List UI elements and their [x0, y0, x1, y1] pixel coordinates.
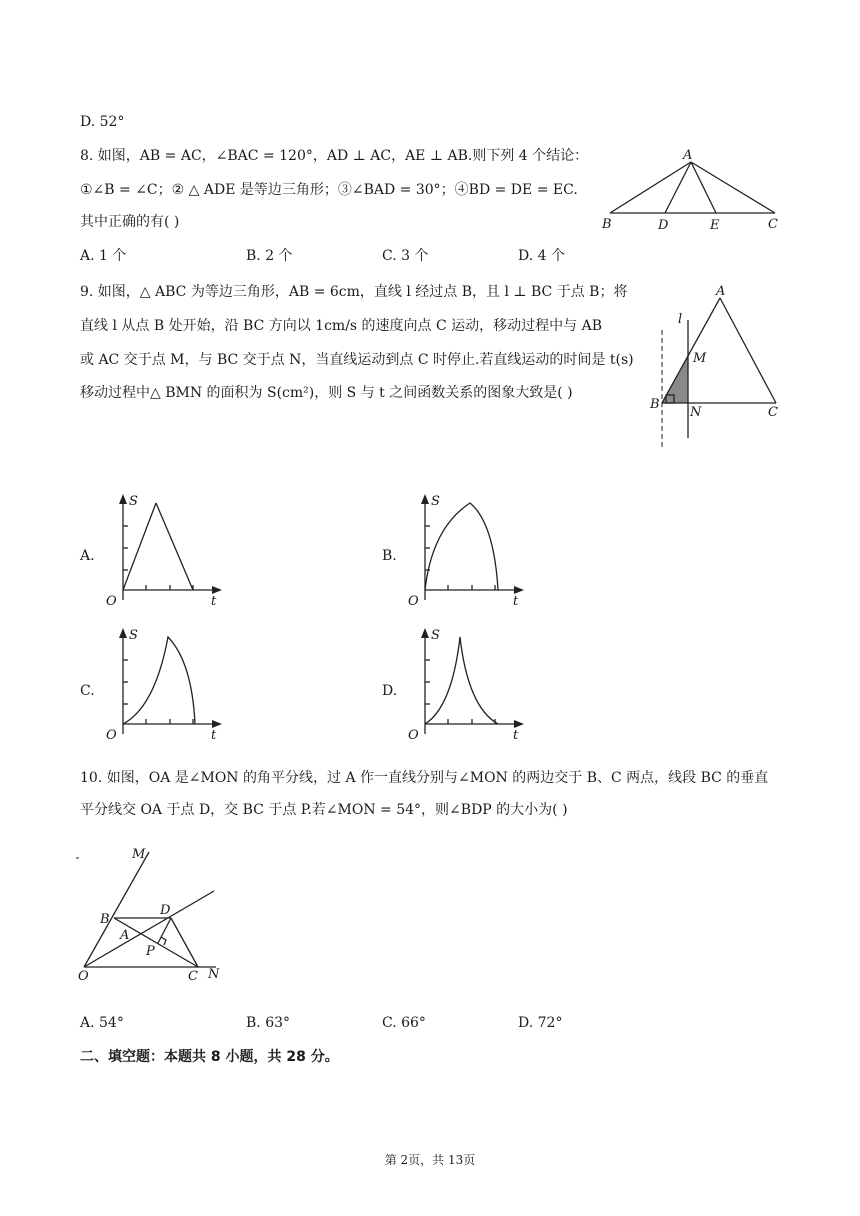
q9-triangle-figure	[644, 280, 790, 452]
q9-option-d: D.	[382, 683, 398, 699]
q9-label-a: A	[716, 284, 726, 299]
q8-option-c: C. 3 个	[382, 248, 429, 264]
q10-option-b: B. 63°	[246, 1015, 291, 1031]
q9-graph-d	[402, 622, 532, 742]
q8-triangle-figure	[598, 146, 788, 236]
q9-stem-line1: 9. 如图，△ ABC 为等边三角形，AB = 6cm，直线 l 经过点 B，且 l ⊥ BC 于点 B；将	[80, 284, 628, 300]
q10-option-d: D. 72°	[518, 1015, 563, 1031]
q8-label-e: E	[710, 218, 720, 233]
q9-graph-a-origin: O	[106, 594, 117, 608]
q9-label-n: N	[690, 405, 702, 420]
q9-graph-b	[402, 488, 532, 608]
q9-graph-b-x-label: t	[513, 594, 519, 608]
q9-graph-a	[100, 488, 230, 608]
q10-label-p: P	[146, 944, 155, 959]
q10-label-b: B	[100, 912, 110, 927]
q8-option-d: D. 4 个	[518, 248, 565, 264]
section-heading-fill-in-blank: 二、填空题：本题共 8 小题，共 28 分。	[80, 1049, 339, 1065]
q9-stem-line3: 或 AC 交于点 M，与 BC 交于点 N，当直线运动到点 C 时停止.若直线运动的时间是 t(s)	[80, 352, 634, 368]
q9-label-c: C	[768, 405, 778, 420]
q9-graph-c	[100, 622, 230, 742]
q8-option-a: A. 1 个	[80, 248, 127, 264]
q8-label-c: C	[768, 217, 778, 232]
q8-stem-line1: 8. 如图，AB = AC，∠BAC = 120°，AD ⊥ AC，AE ⊥ AB.则下列 4 个结论：	[80, 148, 589, 164]
q9-graph-a-y-label: S	[129, 494, 138, 509]
q9-stem-line2: 直线 l 从点 B 处开始，沿 BC 方向以 1cm/s 的速度向点 C 运动，移动过程中与 AB	[80, 318, 603, 334]
q9-option-a: A.	[80, 548, 95, 564]
q10-stem-line1: 10. 如图，OA 是∠MON 的角平分线，过 A 作一直线分别与∠MON 的两边交于 B、C 两点，线段 BC 的垂直	[80, 770, 769, 786]
q10-option-c: C. 66°	[382, 1015, 426, 1031]
q10-option-a: A. 54°	[80, 1015, 124, 1031]
q9-graph-a-x-label: t	[211, 594, 217, 608]
q8-stem-line3: 其中正确的有( )	[80, 214, 180, 230]
q8-stem-line2: ①∠B = ∠C；② △ ADE 是等边三角形；③∠BAD = 30°；④BD = DE = EC.	[80, 182, 578, 198]
q9-label-b: B	[650, 397, 660, 412]
q9-graph-c-y-label: S	[129, 628, 138, 643]
q9-graph-d-y-label: S	[431, 628, 440, 643]
q8-label-d: D	[658, 218, 669, 233]
q9-graph-b-y-label: S	[431, 494, 440, 509]
q10-label-c: C	[188, 969, 198, 984]
q7-option-d: D. 52°	[80, 114, 125, 130]
q9-graph-b-origin: O	[408, 594, 419, 608]
q9-label-m: M	[693, 351, 707, 366]
q10-angle-figure	[76, 842, 236, 988]
q9-option-b: B.	[382, 548, 397, 564]
q10-label-o: O	[78, 969, 89, 984]
q9-label-l: l	[678, 312, 683, 327]
q9-stem-line4: 移动过程中△ BMN 的面积为 S(cm²)，则 S 与 t 之间函数关系的图象大致是( )	[80, 385, 573, 401]
q9-option-c: C.	[80, 683, 95, 699]
q9-graph-c-x-label: t	[211, 728, 217, 742]
q10-label-m: M	[132, 847, 146, 862]
q9-graph-c-origin: O	[106, 728, 117, 742]
q9-graph-d-origin: O	[408, 728, 419, 742]
q10-label-a: A	[120, 928, 130, 943]
q10-label-d: D	[160, 903, 171, 918]
q10-label-n: N	[208, 967, 220, 982]
q10-stem-line2: 平分线交 OA 于点 D，交 BC 于点 P.若∠MON = 54°，则∠BDP 的大小为( )	[80, 802, 568, 818]
q9-graph-d-x-label: t	[513, 728, 519, 742]
page-number-footer: 第 2页，共 13页	[384, 1153, 476, 1167]
q8-label-b: B	[602, 217, 612, 232]
q8-option-b: B. 2 个	[246, 248, 293, 264]
q8-label-a: A	[683, 148, 693, 163]
